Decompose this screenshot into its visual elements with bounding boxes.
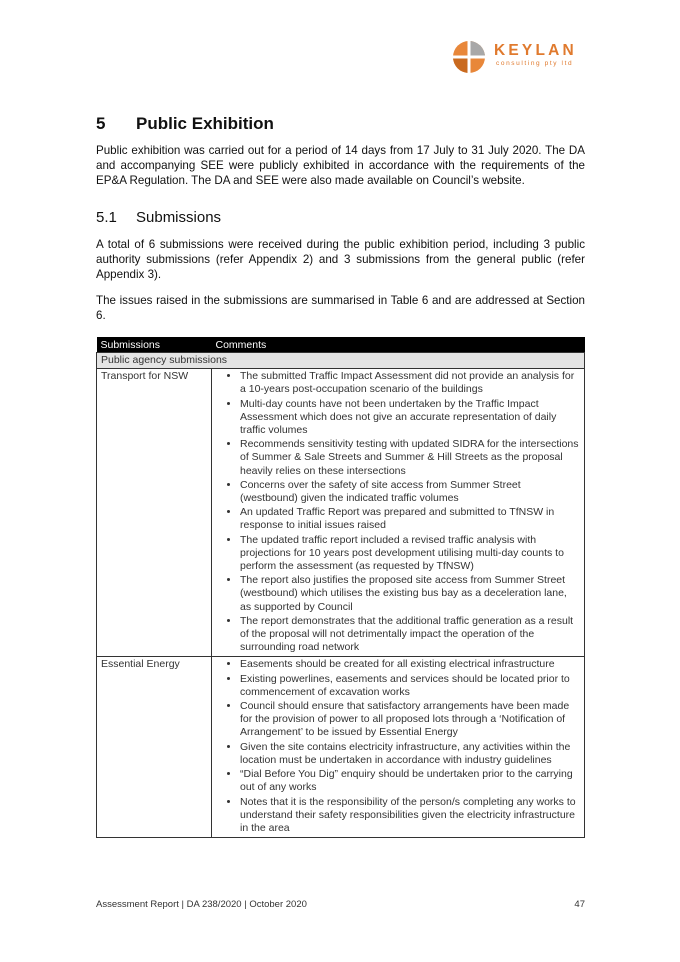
- comments-cell: [212, 657, 585, 838]
- comment-item: • Concerns over the safety of site access from Summer Street (westbound) given the indicated traffic volumes: [240, 479, 580, 505]
- footer-text: Assessment Report | DA 238/2020 | October 2020: [96, 899, 307, 910]
- submitter-name: Essential Energy: [97, 657, 212, 838]
- comment-item: • An updated Traffic Report was prepared and submitted to TfNSW in response to initial issues raised: [240, 506, 580, 532]
- table-header-row: [97, 337, 585, 353]
- comment-item: • “Dial Before You Dig” enquiry should be undertaken prior to the carrying out of any works: [240, 768, 580, 794]
- header-submissions: Submissions: [97, 337, 212, 353]
- subsection-number: 5.1: [96, 209, 117, 226]
- subsection-paragraph-1: A total of 6 submissions were received during the public exhibition period, including 3 public authority submissions (refer Appendix 2) and 3 submissions from the general public (refer Appendix 3).: [96, 238, 585, 282]
- comment-item: • Multi-day counts have not been undertaken by the Traffic Impact Assessment which does not give an accurate representation of daily traffic volumes: [240, 398, 580, 438]
- keylan-logo-icon: [452, 40, 486, 74]
- section-number: 5: [96, 114, 106, 133]
- table-group-row: [97, 353, 585, 369]
- section-paragraph: Public exhibition was carried out for a period of 14 days from 17 July to 31 July 2020. The DA and accompanying SEE were publicly exhibited in accordance with the requirements of the EP&A Regulation. The DA and SEE were also made available on Council’s website.: [96, 144, 585, 188]
- comment-item: • The report demonstrates that the additional traffic generation as a result of the proposal will not detrimentally impact the operation of the surrounding road network: [240, 615, 580, 655]
- section-title: Public Exhibition: [136, 114, 274, 133]
- group-label: Public agency submissions: [97, 353, 585, 369]
- comment-item: • Given the site contains electricity infrastructure, any activities within the location must be undertaken in accordance with industry guidelines: [240, 741, 580, 767]
- logo-tagline: consulting pty ltd: [496, 60, 574, 67]
- section-heading: [96, 114, 274, 134]
- header-comments: Comments: [212, 337, 585, 353]
- subsection-heading: [96, 209, 221, 226]
- comment-item: • Existing powerlines, easements and services should be located prior to commencement of excavation works: [240, 673, 580, 699]
- comment-item: • Notes that it is the responsibility of the person/s completing any works to understand their safety responsibilities given the electricity infrastructure in the area: [240, 796, 580, 836]
- comments-cell: [212, 369, 585, 657]
- comment-item: • Recommends sensitivity testing with updated SIDRA for the intersections of Summer & Sale Streets and Summer & Hill Streets as the proposal heavily relies on these intersections: [240, 438, 580, 478]
- comment-item: • Easements should be created for all existing electrical infrastructure: [240, 658, 580, 671]
- comment-item: • The report also justifies the proposed site access from Summer Street (westbound) which utilises the existing bus bay as a deceleration lane, as supported by Council: [240, 574, 580, 614]
- table-row: [97, 369, 585, 657]
- logo-name: KEYLAN: [494, 42, 577, 59]
- page-number: 47: [574, 899, 585, 910]
- table-row: [97, 657, 585, 838]
- submitter-name: Transport for NSW: [97, 369, 212, 657]
- subsection-paragraph-2: The issues raised in the submissions are summarised in Table 6 and are addressed at Section 6.: [96, 294, 585, 323]
- comment-item: • Council should ensure that satisfactory arrangements have been made for the provision of power to all proposed lots through a ‘Notification of Arrangement’ to be issued by Essential Energy: [240, 700, 580, 740]
- submissions-table: [96, 337, 585, 838]
- company-logo: [452, 38, 592, 74]
- comment-item: • The updated traffic report included a revised traffic analysis with projections for 10 years post development utilising multi-day counts to perform the assessment (as requested by TfNSW): [240, 534, 580, 574]
- comment-list: [216, 658, 580, 835]
- comment-item: • The submitted Traffic Impact Assessment did not provide an analysis for a 10-years post-occupation scenario of the buildings: [240, 370, 580, 396]
- comment-list: [216, 370, 580, 654]
- subsection-title: Submissions: [136, 209, 222, 226]
